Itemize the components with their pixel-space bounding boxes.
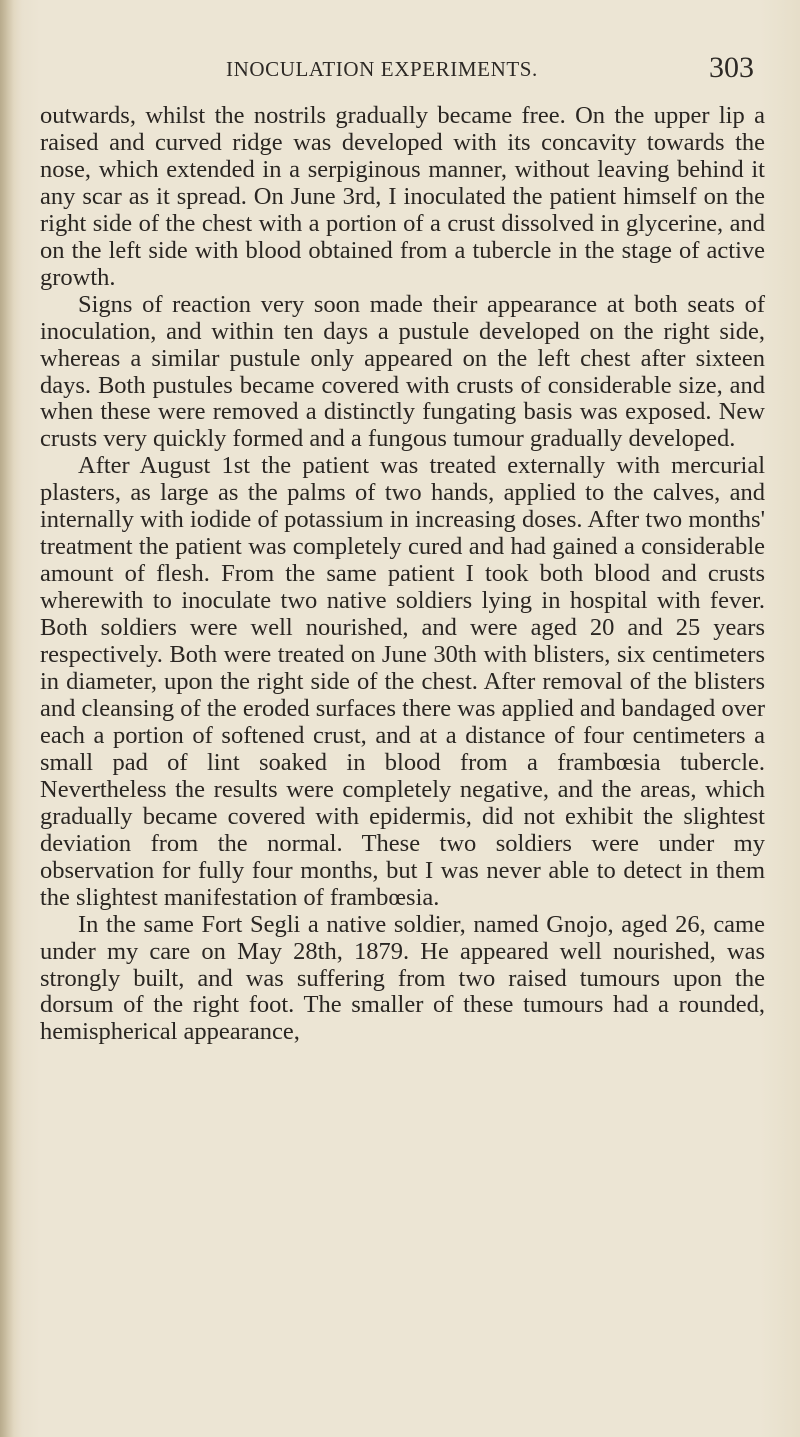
- body-text: [40, 103, 765, 1046]
- paragraph-4: In the same Fort Segli a native soldier, named Gnojo, aged 26, came under my care on May 28th, 1879. He appeared well nourished, was strongly built, and was suffering from two raised tumours upon the dorsum of the right foot. The smaller of these tumours had a rounded, hemispherical appearance,: [40, 910, 765, 1046]
- page-number: 303: [709, 51, 754, 84]
- running-title: INOCULATION EXPERIMENTS.: [226, 57, 538, 81]
- paragraph-2: Signs of reaction very soon made their appearance at both seats of inoculation, and within ten days a pustule developed on the right side, whereas a similar pustule only appeared on the left chest after sixteen days. Both pustules became covered with crusts of considerable size, and when these were removed a distinctly fungating basis was exposed. New crusts very quickly formed and a fungous tumour gradually developed.: [40, 290, 765, 453]
- paragraph-3: After August 1st the patient was treated externally with mercurial plasters, as large as the palms of two hands, applied to the calves, and internally with iodide of potassium in increasing doses. After two months' treatment the patient was completely cured and had gained a considerable amount of flesh. From the same patient I took both blood and crusts wherewith to inoculate two native soldiers lying in hospital with fever. Both soldiers were well nourished, and were aged 20 and 25 years respectively. Both were treated on June 30th with blisters, six centimeters in diameter, upon the right side of the chest. After removal of the blisters and cleansing of the eroded surfaces there was applied and bandaged over each a portion of softened crust, and at a distance of four centimeters a small pad of lint soaked in blood from a frambœsia tubercle. Nevertheless the results were completely negative, and the areas, which gradually became covered with epidermis, did not exhibit the slightest deviation from the normal. These two soldiers were under my observation for fully four months, but I was never able to detect in them the slightest manifestation of frambœsia.: [40, 452, 765, 911]
- running-head: [226, 51, 754, 87]
- paragraph-1: outwards, whilst the nostrils gradually became free. On the upper lip a raised and curved ridge was developed with its concavity towards the nose, which extended in a serpiginous manner, without leaving behind it any scar as it spread. On June 3rd, I inoculated the patient himself on the right side of the chest with a portion of a crust dissolved in glycerine, and on the left side with blood obtained from a tubercle in the stage of active growth.: [40, 102, 765, 291]
